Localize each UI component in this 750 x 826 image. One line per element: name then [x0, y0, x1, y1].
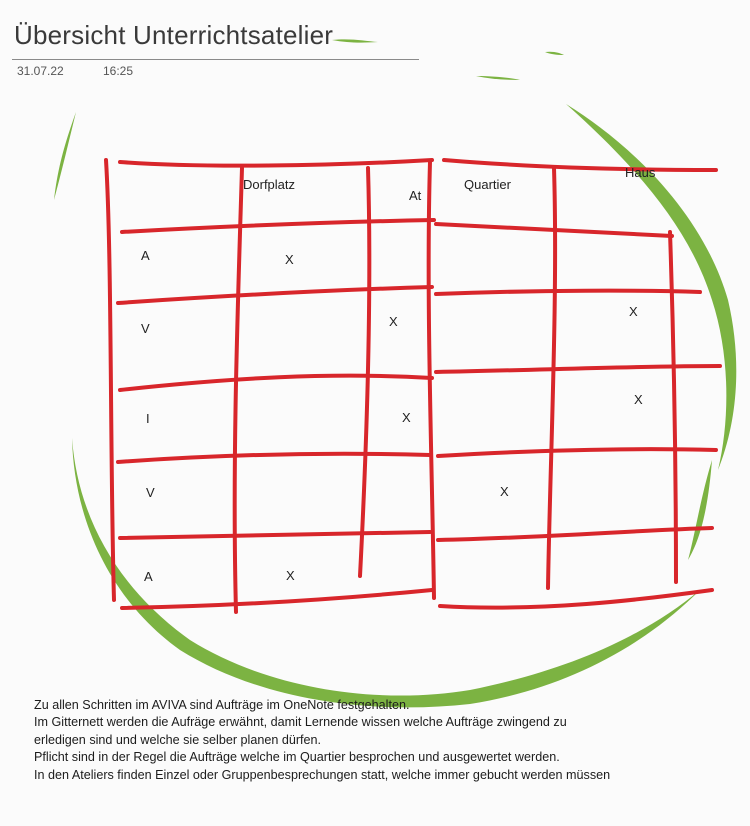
- green-stroke-top-arc: [476, 76, 520, 80]
- notes-text-block[interactable]: [34, 697, 746, 784]
- row-label-3: I: [146, 411, 150, 426]
- green-stroke-top-right: [566, 104, 736, 470]
- grid-left-hline-4: [120, 376, 432, 390]
- grid-right-hline-1: [444, 160, 716, 170]
- page-date: 31.07.22: [17, 64, 64, 78]
- grid-right-hline-7: [440, 590, 712, 608]
- grid-left-hline-7: [122, 590, 432, 608]
- green-stroke-bottom: [72, 438, 700, 707]
- grid-left-hline-2: [122, 220, 434, 232]
- header-haus: Haus: [625, 165, 656, 180]
- red-grid-right: [429, 160, 720, 608]
- grid-right-hline-3: [436, 291, 700, 294]
- green-stroke-left-top: [54, 112, 76, 200]
- row-label-2: V: [141, 321, 150, 336]
- mark-x: X: [500, 484, 509, 499]
- row-label-1: A: [141, 248, 150, 263]
- grid-right-hline-4: [436, 366, 720, 372]
- header-quartier: Quartier: [464, 177, 511, 192]
- grid-left-vline-3: [360, 168, 369, 576]
- grid-left-hline-5: [118, 454, 430, 462]
- note-line: Pflicht sind in der Regel die Aufträge welche im Quartier besprochen und ausgewertet werden.: [34, 750, 560, 765]
- page-title[interactable]: Übersicht Unterrichtsatelier: [14, 20, 334, 50]
- grid-right-hline-6: [438, 528, 712, 540]
- mark-x: X: [402, 410, 411, 425]
- grid-left-hline-1: [120, 160, 432, 166]
- mark-x: X: [634, 392, 643, 407]
- row-label-4: V: [146, 485, 155, 500]
- red-grid-left: [106, 160, 434, 612]
- header-at: At: [409, 188, 422, 203]
- note-line: In den Ateliers finden Einzel oder Gruppenbesprechungen statt, welche immer gebucht werden müssen: [34, 767, 611, 782]
- note-line: Im Gitternett werden die Aufräge erwähnt, damit Lernende wissen welche Aufträge zwingend zu: [34, 715, 567, 730]
- row-label-5: A: [144, 569, 153, 584]
- mark-x: X: [389, 314, 398, 329]
- green-stroke-top-mid: [545, 52, 564, 55]
- mark-x: X: [286, 568, 295, 583]
- green-stroke-top-left: [332, 39, 378, 42]
- header-dorfplatz: Dorfplatz: [243, 177, 296, 192]
- grid-left-vline-2: [235, 168, 242, 612]
- grid-left-hline-3: [118, 287, 432, 303]
- note-line: Zu allen Schritten im AVIVA sind Aufträge im OneNote festgehalten.: [34, 698, 410, 712]
- note-line: erledigen sind und welche sie selber planen dürfen.: [34, 732, 322, 747]
- page-time: 16:25: [103, 64, 134, 78]
- grid-left-hline-6: [120, 532, 430, 538]
- mark-x: X: [285, 252, 294, 267]
- grid-left-vline-1: [106, 160, 114, 600]
- mark-x: X: [629, 304, 638, 319]
- green-stroke-right-lower: [688, 460, 712, 560]
